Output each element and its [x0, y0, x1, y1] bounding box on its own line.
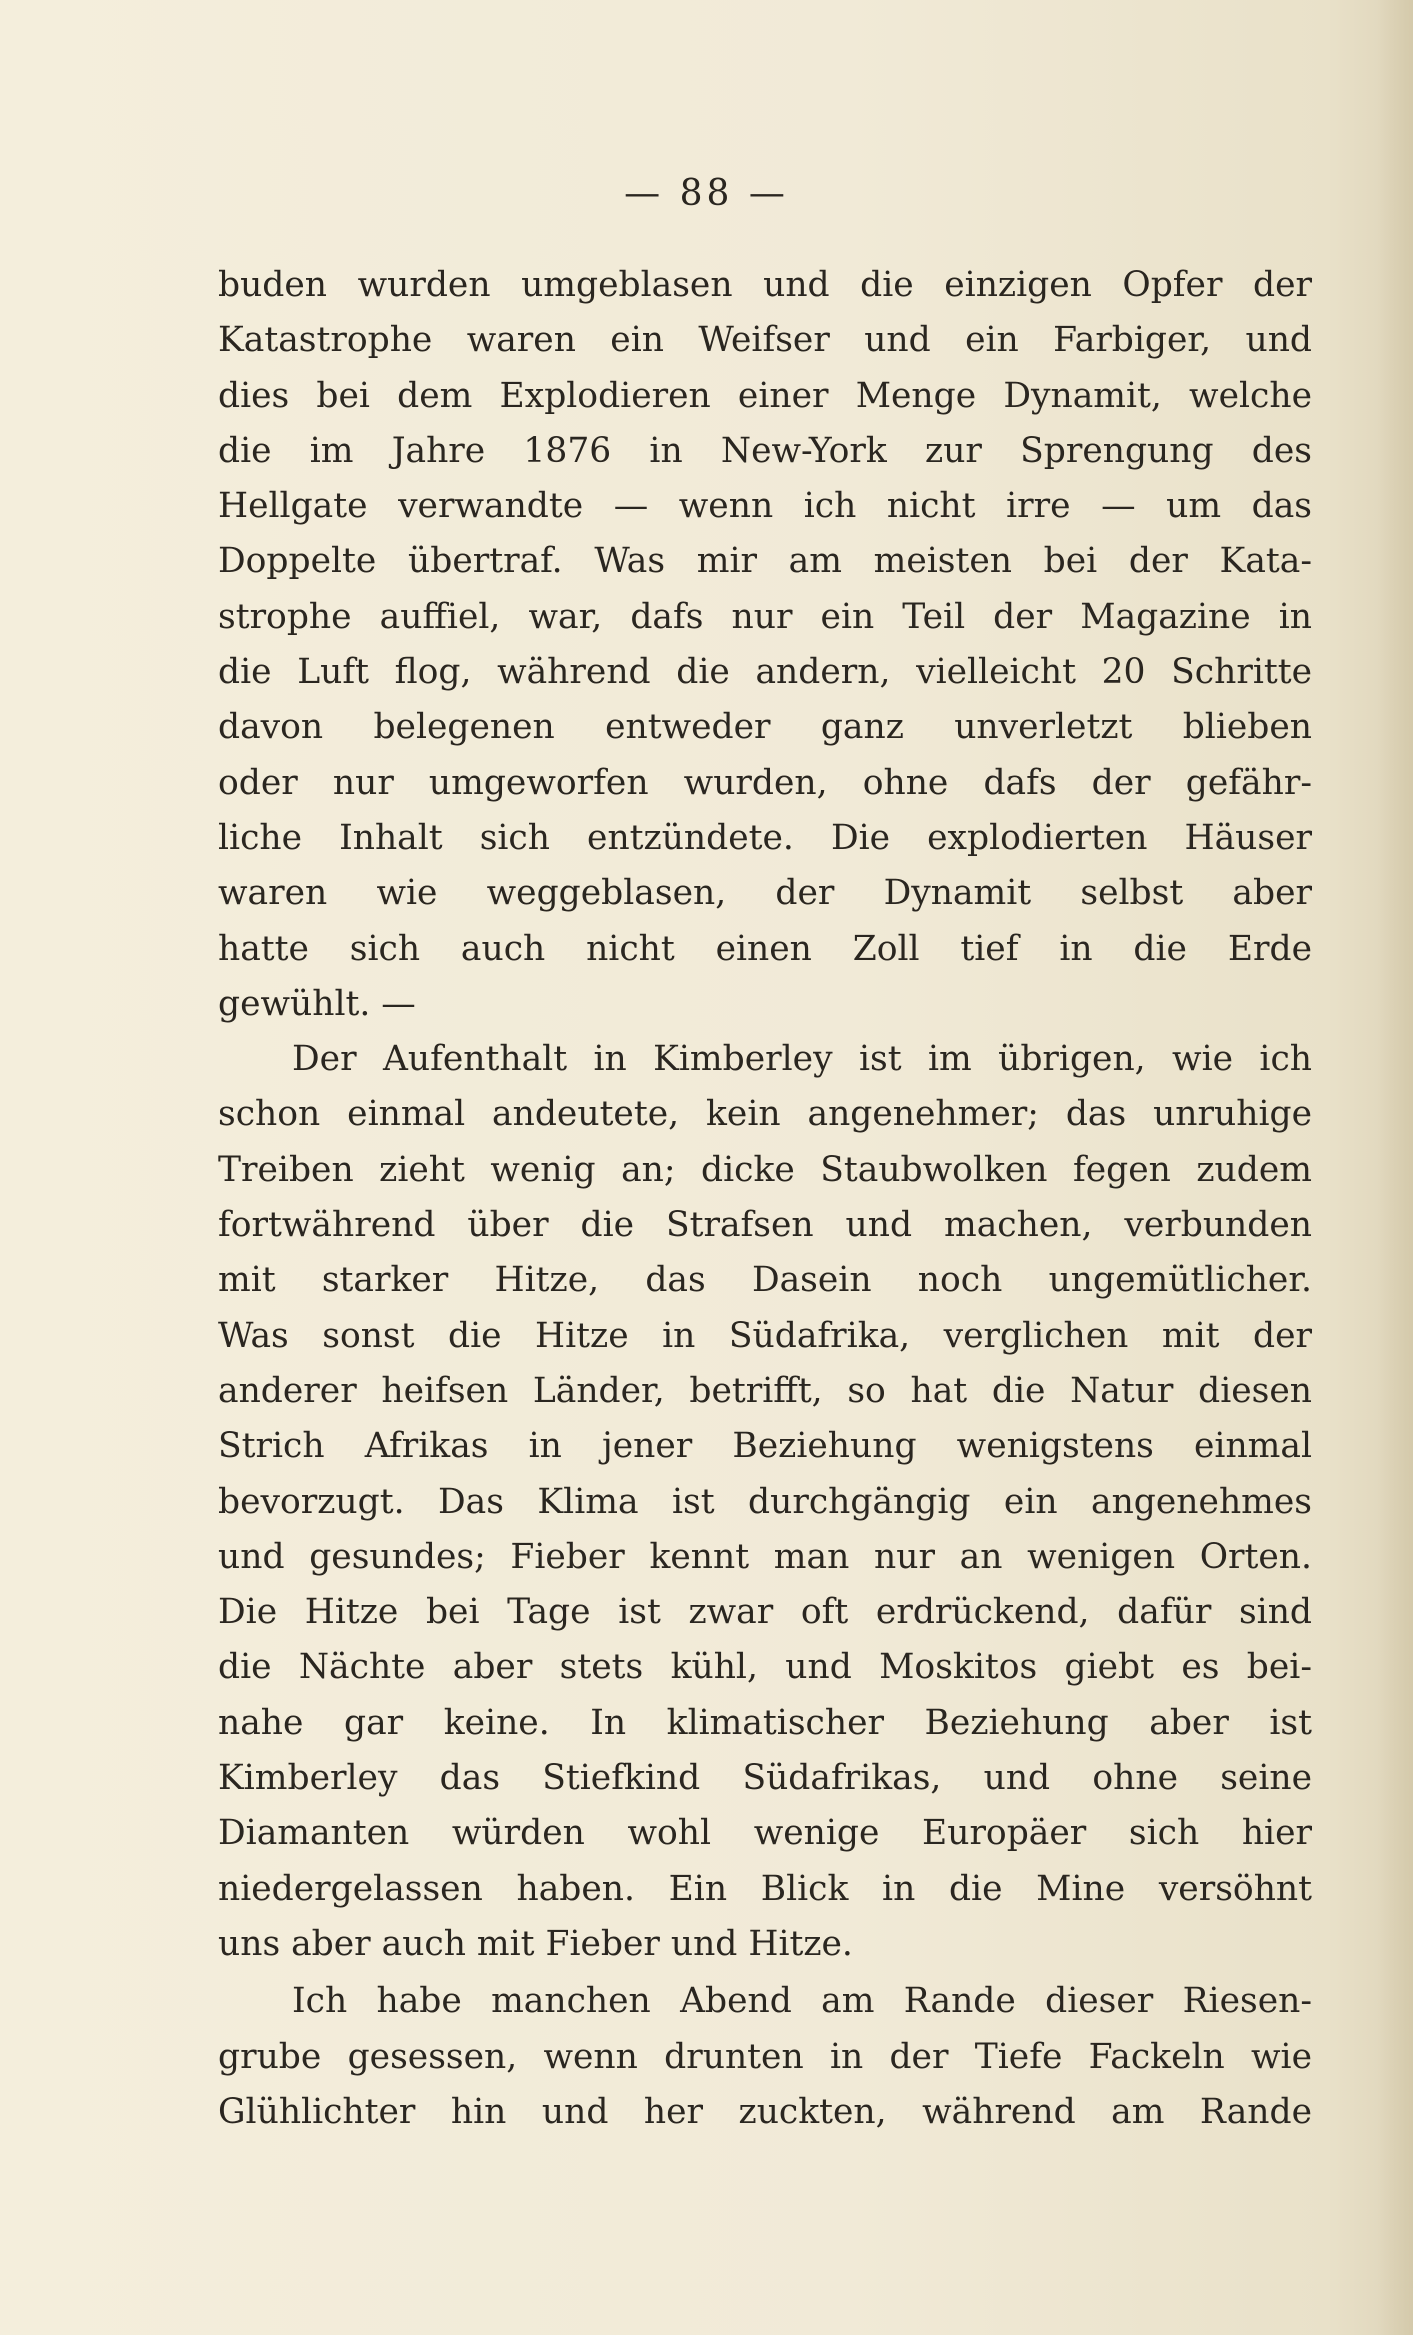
- text-line: fortwährend über die Strafsen und machen, verbunden: [218, 1205, 1312, 1246]
- page-edge-shadow: [1377, 0, 1413, 2335]
- text-line: und gesundes; Fieber kennt man nur an wenigen Orten.: [218, 1536, 1312, 1577]
- text-line: die Nächte aber stets kühl, und Moskitos giebt es bei-: [218, 1647, 1312, 1688]
- text-line: Glühlichter hin und her zuckten, während am Rande: [218, 2091, 1312, 2132]
- text-line: strophe auffiel, war, dafs nur ein Teil der Magazine in: [218, 596, 1312, 637]
- text-line: Diamanten würden wohl wenige Europäer sich hier: [218, 1813, 1312, 1854]
- text-line: Hellgate verwandte — wenn ich nicht irre — um das: [218, 486, 1312, 527]
- text-line: hatte sich auch nicht einen Zoll tief in die Erde: [218, 928, 1312, 969]
- text-line: Kimberley das Stiefkind Südafrikas, und ohne seine: [218, 1758, 1312, 1799]
- text-line: Katastrophe waren ein Weifser und ein Farbiger, und: [218, 320, 1312, 361]
- text-line: grube gesessen, wenn drunten in der Tiefe Fackeln wie: [218, 2036, 1312, 2077]
- text-line: buden wurden umgeblasen und die einzigen Opfer der: [218, 265, 1312, 305]
- text-line: davon belegenen entweder ganz unverletzt blieben: [218, 707, 1312, 748]
- text-line: Doppelte übertraf. Was mir am meisten bei der Kata-: [218, 541, 1312, 582]
- text-line-paragraph-start: Ich habe manchen Abend am Rande dieser Riesen-: [292, 1981, 1312, 2022]
- text-line: waren wie weggeblasen, der Dynamit selbst aber: [218, 873, 1312, 914]
- text-line: Strich Afrikas in jener Beziehung wenigstens einmal: [218, 1426, 1312, 1467]
- page-number: — 88 —: [624, 173, 789, 214]
- text-line: Treiben zieht wenig an; dicke Staubwolken fegen zudem: [218, 1149, 1312, 1190]
- text-line: gewühlt. —: [218, 983, 416, 1024]
- text-line: die im Jahre 1876 in New-York zur Sprengung des: [218, 430, 1312, 471]
- body-text: [218, 258, 1312, 2140]
- text-line: nahe gar keine. In klimatischer Beziehung aber ist: [218, 1702, 1312, 1743]
- text-line: die Luft flog, während die andern, vielleicht 20 Schritte: [218, 652, 1312, 693]
- text-line: mit starker Hitze, das Dasein noch ungemütlicher.: [218, 1260, 1312, 1301]
- text-line: niedergelassen haben. Ein Blick in die Mine versöhnt: [218, 1868, 1312, 1909]
- text-line: bevorzugt. Das Klima ist durchgängig ein angenehmes: [218, 1481, 1312, 1522]
- text-line: Was sonst die Hitze in Südafrika, verglichen mit der: [218, 1315, 1312, 1356]
- text-line: schon einmal andeutete, kein angenehmer; das unruhige: [218, 1094, 1312, 1135]
- text-line: anderer heifsen Länder, betrifft, so hat die Natur diesen: [218, 1370, 1312, 1411]
- text-line: uns aber auch mit Fieber und Hitze.: [218, 1923, 853, 1964]
- text-line: Die Hitze bei Tage ist zwar oft erdrückend, dafür sind: [218, 1592, 1312, 1633]
- text-line: oder nur umgeworfen wurden, ohne dafs der gefähr-: [218, 762, 1312, 803]
- text-line: dies bei dem Explodieren einer Menge Dynamit, welche: [218, 375, 1312, 416]
- text-line: liche Inhalt sich entzündete. Die explodierten Häuser: [218, 817, 1312, 858]
- text-line-paragraph-start: Der Aufenthalt in Kimberley ist im übrigen, wie ich: [292, 1039, 1312, 1080]
